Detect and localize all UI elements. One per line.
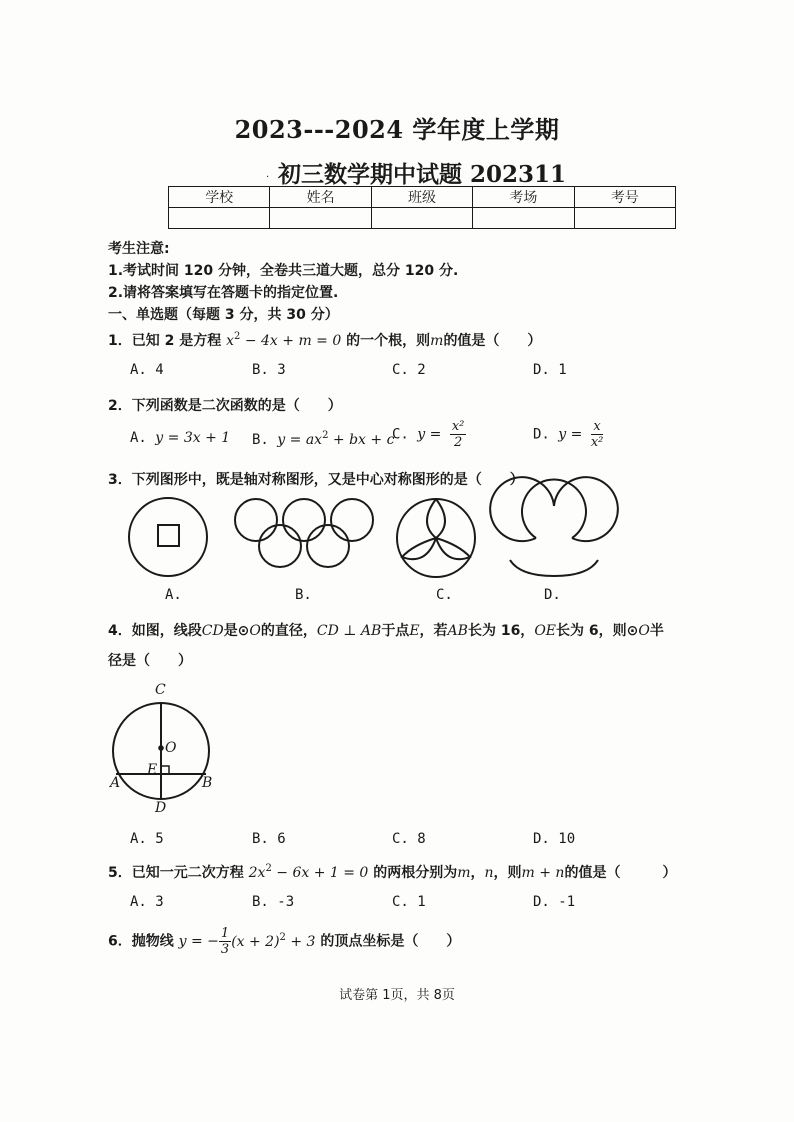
q4-text: 4．如图，线段 bbox=[108, 623, 202, 639]
q5-equation bbox=[249, 865, 369, 881]
q6-prefix: 6．抛物线 bbox=[108, 933, 174, 950]
q5-suffix: 的值是（ ） bbox=[564, 865, 677, 881]
q4-text: 半 bbox=[649, 623, 664, 639]
q4-perp: CD ⊥ AB bbox=[316, 623, 382, 639]
q3-option-d[interactable]: D. bbox=[544, 587, 561, 603]
q5-option-b[interactable]: B. -3 bbox=[252, 894, 295, 910]
q4-option-c[interactable]: C. 8 bbox=[392, 831, 426, 847]
q3-d-arc bbox=[522, 480, 586, 538]
q2-c-denominator: 2 bbox=[453, 435, 463, 450]
q5-comma: ， bbox=[470, 865, 485, 881]
q2-b-expr-2: + bx + c bbox=[328, 432, 395, 448]
q4-label-b: B bbox=[202, 775, 213, 791]
q4-option-a[interactable]: A. 5 bbox=[130, 831, 164, 847]
q2-c-label: C. bbox=[392, 426, 409, 443]
question-5-stem bbox=[108, 862, 676, 882]
notice-item-1: 1.考试时间 120 分钟，全卷共三道大题，总分 120 分. bbox=[108, 263, 459, 279]
q2-option-c[interactable] bbox=[392, 420, 466, 449]
q5-eq-rest: − 6x + 1 = 0 bbox=[271, 865, 369, 881]
q1-equation bbox=[226, 333, 341, 349]
question-3-stem: 3．下列图形中，既是轴对称图形，又是中心对称图形的是（ ） bbox=[108, 472, 524, 488]
q2-option-d[interactable] bbox=[533, 420, 603, 449]
q1-prefix: 1．已知 2 是方程 bbox=[108, 333, 222, 349]
q3-b-ring bbox=[235, 499, 277, 541]
q6-expr: (x + 2) bbox=[231, 933, 280, 950]
q4-label-e: E bbox=[147, 762, 158, 778]
q4-text: 是⊙ bbox=[223, 623, 250, 639]
q5-m: m bbox=[457, 865, 471, 881]
q5-option-d[interactable]: D. -1 bbox=[533, 894, 576, 910]
q1-option-a[interactable]: A. 4 bbox=[130, 362, 164, 378]
question-6-stem bbox=[108, 927, 460, 956]
notice-item-2: 2.请将答案填写在答题卡的指定位置. bbox=[108, 285, 339, 301]
q6-tail: + 3 bbox=[285, 933, 316, 950]
q5-middle: 的两根分别为 bbox=[373, 865, 458, 881]
info-blank-cell[interactable] bbox=[574, 208, 675, 229]
q3-a-square bbox=[158, 525, 179, 546]
q3-b-ring bbox=[331, 499, 373, 541]
q5-m-plus-n: m + n bbox=[521, 865, 565, 881]
q1-eq-exponent: 2 bbox=[234, 331, 241, 342]
q3-b-ring bbox=[307, 525, 349, 567]
q6-denominator: 3 bbox=[220, 942, 230, 957]
info-blank-cell[interactable] bbox=[473, 208, 574, 229]
q4-o: O bbox=[638, 623, 650, 639]
q4-figure bbox=[100, 680, 300, 830]
page-footer: 试卷第 1页，共 8页 bbox=[339, 988, 455, 1003]
q3-option-a[interactable]: A. bbox=[165, 587, 182, 603]
notice-heading: 考生注意: bbox=[108, 241, 170, 257]
info-blank-cell[interactable] bbox=[270, 208, 371, 229]
question-2-stem: 2．下列函数是二次函数的是（ ） bbox=[108, 398, 342, 414]
q4-e: E bbox=[409, 623, 420, 639]
q2-c-numerator: x² bbox=[451, 419, 465, 434]
q6-suffix: 的顶点坐标是（ ） bbox=[320, 933, 461, 950]
q6-lhs: y = − bbox=[178, 933, 219, 950]
q1-option-c[interactable]: C. 2 bbox=[392, 362, 426, 378]
exam-title-subject: 初三数学期中试题 202311 bbox=[278, 161, 567, 188]
q2-b-label: B. bbox=[252, 432, 269, 448]
q5-eq-base: 2x bbox=[248, 865, 266, 881]
info-blank-cell[interactable] bbox=[371, 208, 472, 229]
section-1-heading: 一、单选题（每题 3 分，共 30 分） bbox=[108, 307, 339, 323]
q4-right-angle bbox=[161, 766, 169, 774]
q3-figures bbox=[0, 490, 794, 610]
q3-option-c[interactable]: C. bbox=[436, 587, 453, 603]
q1-eq-rest: − 4x + m = 0 bbox=[240, 333, 342, 349]
q2-b-expr-1: y = ax bbox=[277, 432, 323, 448]
q3-b-ring bbox=[259, 525, 301, 567]
q2-d-fraction bbox=[591, 420, 604, 449]
q1-option-b[interactable]: B. 3 bbox=[252, 362, 286, 378]
q2-a-label: A. bbox=[130, 430, 147, 446]
q3-b-ring bbox=[283, 499, 325, 541]
q5-eq-exponent: 2 bbox=[265, 863, 272, 874]
q3-c-petal bbox=[427, 499, 445, 538]
info-header-name: 姓名 bbox=[270, 187, 371, 208]
q3-option-b[interactable]: B. bbox=[295, 587, 312, 603]
q2-c-fraction bbox=[450, 420, 467, 449]
q4-o: O bbox=[249, 623, 261, 639]
info-header-school: 学校 bbox=[169, 187, 270, 208]
info-blank-row bbox=[169, 208, 676, 229]
q1-eq-base: x bbox=[226, 333, 235, 349]
q4-text: 长为 16， bbox=[467, 623, 535, 639]
q5-option-a[interactable]: A. 3 bbox=[130, 894, 164, 910]
q3-c-petal bbox=[402, 538, 436, 559]
q6-exponent: 2 bbox=[279, 931, 286, 943]
q4-center-dot bbox=[159, 746, 163, 750]
q2-b-expr bbox=[277, 432, 394, 448]
info-header-number: 考号 bbox=[574, 187, 675, 208]
q5-n: n bbox=[484, 865, 494, 881]
q2-c-lhs: y = bbox=[417, 426, 442, 443]
q2-d-label: D. bbox=[533, 426, 550, 443]
q4-ab: AB bbox=[447, 623, 468, 639]
q3-d-base-arc bbox=[510, 560, 598, 576]
q4-label-o: O bbox=[165, 740, 177, 756]
info-header-class: 班级 bbox=[371, 187, 472, 208]
q6-fraction bbox=[219, 927, 231, 956]
exam-title-year: 2023---2024 学年度上学期 bbox=[234, 115, 560, 144]
q4-option-b[interactable]: B. 6 bbox=[252, 831, 286, 847]
q4-label-a: A bbox=[110, 775, 121, 791]
q2-a-expr: y = 3x + 1 bbox=[155, 430, 231, 446]
q4-label-c: C bbox=[155, 682, 166, 698]
q2-b-exponent: 2 bbox=[322, 430, 329, 441]
question-4-stem-line-1 bbox=[108, 620, 664, 640]
info-blank-cell[interactable] bbox=[169, 208, 270, 229]
question-4-stem-line-2: 径是（ ） bbox=[108, 653, 192, 669]
q2-option-b[interactable] bbox=[252, 430, 394, 448]
q6-numerator: 1 bbox=[220, 926, 230, 941]
q5-prefix: 5．已知一元二次方程 bbox=[108, 865, 244, 881]
q3-a-circle bbox=[129, 498, 207, 576]
q4-text: ，若 bbox=[419, 623, 448, 639]
student-info-table bbox=[168, 186, 676, 229]
stray-dot: · bbox=[266, 172, 270, 183]
q4-option-d[interactable]: D. 10 bbox=[533, 831, 576, 847]
q2-d-numerator: x bbox=[591, 420, 604, 435]
q4-label-d: D bbox=[155, 800, 167, 816]
q1-var: m bbox=[430, 333, 444, 349]
q4-text: 的直径， bbox=[260, 623, 317, 639]
q5-middle-2: ，则 bbox=[493, 865, 522, 881]
q4-text: 长为 6，则⊙ bbox=[556, 623, 639, 639]
q2-d-lhs: y = bbox=[558, 426, 583, 443]
q5-option-c[interactable]: C. 1 bbox=[392, 894, 426, 910]
info-header-room: 考场 bbox=[473, 187, 574, 208]
q1-suffix: 的值是（ ） bbox=[443, 333, 542, 349]
q4-text: 于点 bbox=[381, 623, 410, 639]
q3-c-petal bbox=[436, 538, 470, 559]
question-1-stem bbox=[108, 330, 541, 350]
info-header-row bbox=[169, 187, 676, 208]
q1-middle: 的一个根，则 bbox=[346, 333, 431, 349]
q2-option-a[interactable] bbox=[130, 430, 230, 446]
q4-cd: CD bbox=[201, 623, 224, 639]
q1-option-d[interactable]: D. 1 bbox=[533, 362, 567, 378]
q4-oe: OE bbox=[534, 623, 557, 639]
q2-d-denominator: x² bbox=[590, 435, 604, 450]
q6-expression bbox=[231, 931, 316, 950]
